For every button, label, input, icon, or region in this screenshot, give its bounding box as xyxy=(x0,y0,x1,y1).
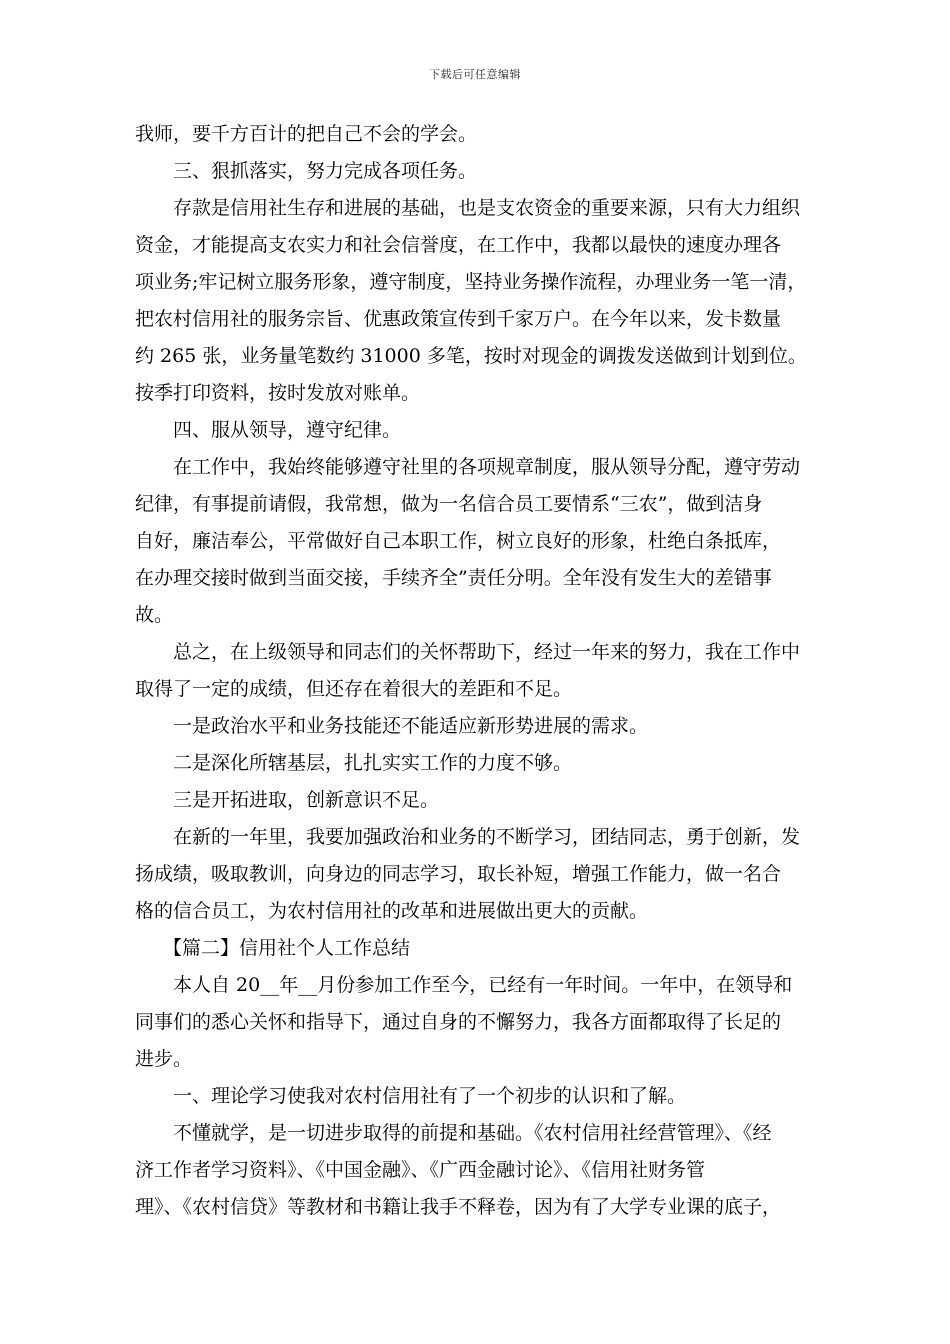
text-line: 取得了一定的成绩，但还存在着很大的差距和不足。 xyxy=(135,678,573,700)
text-line: 在办理交接时做到当面交接，手续齐全”责任分明。全年没有发生大的差错事 xyxy=(135,567,772,589)
text-line: 二是深化所辖基层，扎扎实实工作的力度不够。 xyxy=(173,752,573,774)
text-line: 项业务;牢记树立服务形象，遵守制度，坚持业务操作流程，办理业务一笔一清， xyxy=(135,271,807,293)
text-line: 四、服从领导，遵守纪律。 xyxy=(173,419,402,441)
text-line: 把农村信用社的服务宗旨、优惠政策宣传到千家万户。在今年以来，发卡数量 xyxy=(135,308,782,330)
text-line: 按季打印资料，按时发放对账单。 xyxy=(135,382,421,404)
text-line: 在新的一年里，我要加强政治和业务的不断学习，团结同志，勇于创新，发 xyxy=(173,826,801,848)
text-line: 总之，在上级领导和同志们的关怀帮助下，经过一年来的努力，我在工作中 xyxy=(173,641,801,663)
text-line: 进步。 xyxy=(135,1048,193,1070)
text-line: 我师，要千方百计的把自己不会的学会。 xyxy=(135,123,478,145)
page-header: 下载后可任意编辑 xyxy=(429,68,521,81)
text-line: 资金，才能提高支农实力和社会信誉度，在工作中，我都以最快的速度办理各 xyxy=(135,234,782,256)
text-line: 一、理论学习使我对农村信用社有了一个初步的认识和了解。 xyxy=(173,1085,687,1107)
text-line: 扬成绩，吸取教训，向身边的同志学习，取长补短，增强工作能力，做一名合 xyxy=(135,863,782,885)
text-line: 一是政治水平和业务技能还不能适应新形势进展的需求。 xyxy=(173,715,649,737)
section-heading: 【篇二】信用社个人工作总结 xyxy=(163,937,411,959)
text-line: 不懂就学，是一切进步取得的前提和基础。《农村信用社经营管理》、《经 xyxy=(173,1122,772,1144)
text-line: 在工作中，我始终能够遵守社里的各项规章制度，服从领导分配，遵守劳动 xyxy=(173,456,801,478)
text-line: 格的信合员工，为农村信用社的改革和进展做出更大的贡献。 xyxy=(135,900,649,922)
text-line: 约 265 张，业务量笔数约 31000 多笔，按时对现金的调拨发送做到计划到位。 xyxy=(135,345,807,367)
text-line: 存款是信用社生存和进展的基础，也是支农资金的重要来源，只有大力组织 xyxy=(173,197,801,219)
text-line: 本人自 20__年__月份参加工作至今，已经有一年时间。一年中，在领导和 xyxy=(173,974,793,996)
text-line: 三、狠抓落实，努力完成各项任务。 xyxy=(173,160,478,182)
text-line: 纪律，有事提前请假，我常想，做为一名信合员工要情系“三农”，做到洁身 xyxy=(135,493,763,515)
text-line: 济工作者学习资料》、《中国金融》、《广西金融讨论》、《信用社财务管 xyxy=(135,1159,706,1181)
text-line: 自好，廉洁奉公，平常做好自己本职工作，树立良好的形象，杜绝白条抵库， xyxy=(135,530,782,552)
text-line: 故。 xyxy=(135,604,174,626)
text-line: 三是开拓进取，创新意识不足。 xyxy=(173,789,440,811)
text-line: 理》、《农村信贷》等教材和书籍让我手不释卷，因为有了大学专业课的底子， xyxy=(135,1196,782,1218)
text-line: 同事们的悉心关怀和指导下，通过自身的不懈努力，我各方面都取得了长足的 xyxy=(135,1011,782,1033)
